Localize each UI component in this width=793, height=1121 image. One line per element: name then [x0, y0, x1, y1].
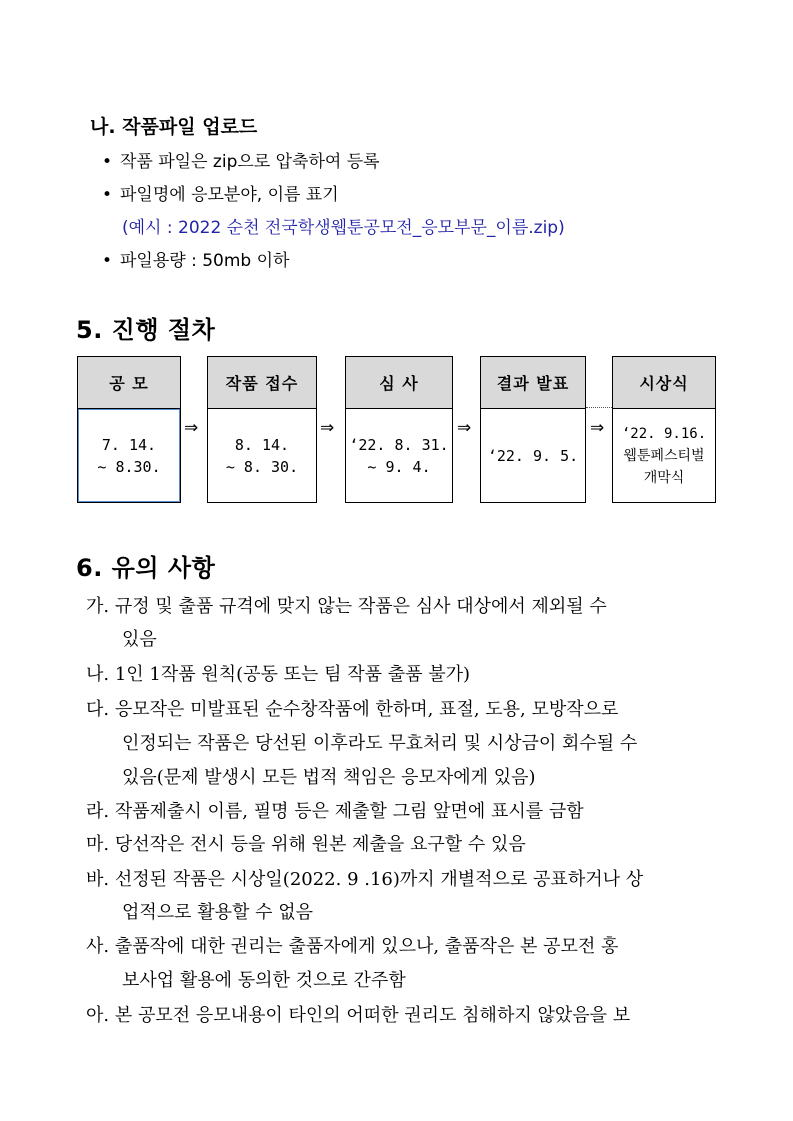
- step-line: 개막식: [643, 469, 685, 486]
- note-item: [86, 797, 584, 823]
- note-item: [86, 1001, 630, 1027]
- procedure-step-announcement: [480, 356, 586, 503]
- step-period: [208, 409, 316, 502]
- bullet-text: 파일명에 응모분야, 이름 표기: [120, 185, 339, 205]
- note-text: 1인 1작품 원칙(공동 또는 팀 작품 출품 불가): [114, 664, 471, 685]
- note-marker: 사.: [86, 936, 110, 957]
- note-text: 당선작은 전시 등을 위해 원본 제출을 요구할 수 있음: [114, 834, 526, 855]
- step-title: 심 사: [346, 357, 452, 409]
- note-marker: 가.: [86, 596, 110, 617]
- note-marker: 바.: [86, 869, 110, 890]
- procedure-step-review: [345, 356, 453, 503]
- step-period: [481, 409, 585, 502]
- step-period: [78, 409, 180, 502]
- step-line: ~ 9. 4.: [367, 457, 431, 476]
- note-continuation: 업적으로 활용할 수 없음: [122, 902, 314, 923]
- note-continuation: 있음(문제 발생시 모든 법적 책임은 응모자에게 있음): [122, 767, 536, 788]
- bullet-text: 작품 파일은 zip으로 압축하여 등록: [120, 152, 380, 172]
- procedure-heading: 5. 진행 절차: [76, 316, 216, 344]
- procedure-step-ceremony: [612, 356, 716, 503]
- note-marker: 다.: [86, 699, 110, 720]
- note-text: 작품제출시 이름, 필명 등은 제출할 그림 앞면에 표시를 금함: [114, 801, 584, 822]
- note-item: [86, 592, 607, 618]
- note-text: 출품작에 대한 권리는 출품자에게 있으나, 출품작은 본 공모전 홍: [114, 936, 619, 957]
- note-text: 응모작은 미발표된 순수창작품에 한하며, 표절, 도용, 모방작으로: [114, 699, 619, 720]
- bullet-text: 파일용량 : 50mb 이하: [120, 251, 290, 271]
- note-text: 본 공모전 응모내용이 타인의 어떠한 권리도 침해하지 않았음을 보: [114, 1005, 631, 1026]
- step-period: [613, 409, 715, 502]
- step-line: ~ 8. 30.: [225, 457, 299, 476]
- arrow-icon: ⇒: [320, 418, 335, 438]
- note-item: [86, 865, 643, 891]
- bullet-item: [102, 246, 289, 271]
- step-title: 공 모: [78, 357, 180, 409]
- note-item: [86, 660, 470, 686]
- bullet-item: [102, 147, 380, 172]
- step-line: 웹툰페스티벌: [623, 447, 705, 464]
- note-marker: 라.: [86, 801, 110, 822]
- procedure-step-submission: [207, 356, 317, 503]
- procedure-step-application: [77, 356, 181, 503]
- bullet-dot: •: [102, 152, 113, 172]
- step-line: ‘22. 8. 31.: [349, 435, 449, 454]
- step-title: 결과 발표: [481, 357, 585, 409]
- dotted-connector: [586, 407, 612, 408]
- note-marker: 아.: [86, 1005, 110, 1026]
- step-title: 시상식: [613, 357, 715, 409]
- bullet-dot: •: [102, 185, 113, 205]
- arrow-icon: ⇒: [184, 418, 199, 438]
- note-item: [86, 830, 526, 856]
- step-period: [346, 409, 452, 502]
- note-item: [86, 932, 618, 958]
- notes-heading: 6. 유의 사항: [76, 554, 216, 582]
- arrow-icon: ⇒: [590, 418, 605, 438]
- note-text: 규정 및 출품 규격에 맞지 않는 작품은 심사 대상에서 제외될 수: [114, 596, 607, 617]
- step-title: 작품 접수: [208, 357, 316, 409]
- bullet-item: [102, 180, 339, 205]
- step-line: 7. 14.: [101, 435, 157, 454]
- note-item: [86, 695, 618, 721]
- upload-section-heading: 나. 작품파일 업로드: [90, 116, 258, 138]
- note-marker: 나.: [86, 664, 110, 685]
- note-marker: 마.: [86, 834, 110, 855]
- bullet-dot: •: [102, 251, 113, 271]
- note-continuation: 있음: [122, 629, 157, 650]
- filename-example: (예시 : 2022 순천 전국학생웹툰공모전_응모부문_이름.zip): [122, 218, 565, 238]
- step-line: ‘22. 9.16.: [621, 425, 707, 442]
- note-continuation: 인정되는 작품은 당선된 이후라도 무효처리 및 시상금이 회수될 수: [122, 733, 638, 754]
- step-line: ~ 8.30.: [97, 457, 161, 476]
- arrow-icon: ⇒: [457, 418, 472, 438]
- step-line: ‘22. 9. 5.: [487, 446, 579, 465]
- step-line: 8. 14.: [234, 435, 290, 454]
- note-text: 선정된 작품은 시상일(2022. 9 .16)까지 개별적으로 공표하거나 상: [114, 869, 644, 890]
- note-continuation: 보사업 활용에 동의한 것으로 간주함: [122, 970, 406, 991]
